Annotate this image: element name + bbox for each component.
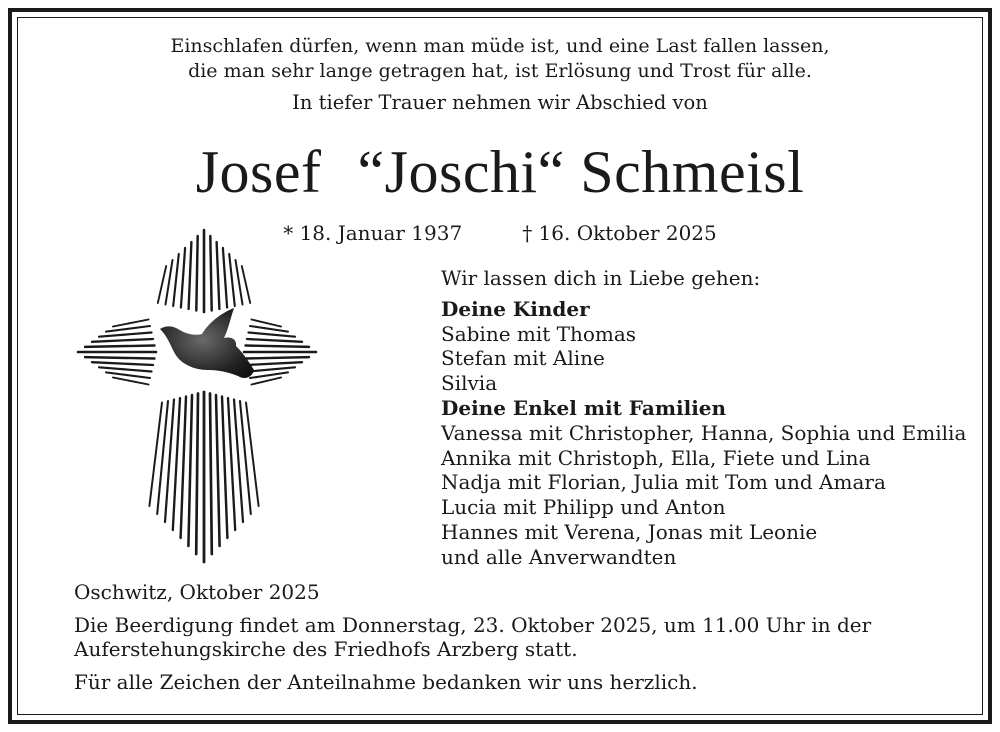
funeral-line-2: Auferstehungskirche des Friedhofs Arzberg statt. [74, 637, 578, 662]
cross-ray [210, 236, 211, 311]
cross-ray [158, 266, 166, 303]
cross-ray [249, 367, 296, 371]
birth-date: * 18. Januar 1937 [283, 221, 463, 245]
dove-shape [160, 308, 254, 378]
cross-ray [247, 339, 302, 342]
cross-ray [189, 242, 192, 309]
cross-ray [85, 357, 155, 358]
thanks-text: Für alle Zeichen der Anteilnahme bedanken wir uns herzlich. [74, 669, 698, 694]
cross-ray [250, 326, 288, 332]
family-list [441, 266, 981, 570]
nickname: “Joschi“ [357, 139, 565, 205]
death-date: † 16. Oktober 2025 [522, 221, 717, 245]
cross-ray [252, 378, 282, 385]
cross-ray [246, 346, 310, 347]
cross-ray [181, 248, 185, 308]
cross-ray [249, 333, 296, 337]
child-line: Silvia [441, 371, 498, 396]
cross-ray [252, 320, 282, 327]
cross-ray [85, 346, 155, 347]
cross-ray [92, 339, 153, 342]
cross-ray [246, 357, 310, 358]
last-name: Schmeisl [580, 139, 805, 205]
cross-ray [228, 398, 235, 530]
motto-line-2: die man sehr lange getragen hat, ist Erlösung und Trost für alle. [188, 60, 812, 82]
cross-ray [92, 362, 153, 365]
place-date: Oschwitz, Oktober 2025 [74, 580, 320, 604]
grandchild-line: Vanessa mit Christopher, Hanna, Sophia und Emilia [441, 420, 967, 445]
cross-ray [188, 395, 192, 546]
cross-with-dove-icon [74, 224, 324, 569]
cross-ray [196, 236, 197, 311]
cross-ray [113, 378, 149, 385]
cross-ray [99, 333, 152, 337]
cross-ray [250, 372, 288, 378]
children-heading: Deine Kinder [441, 296, 590, 321]
grandchildren-heading: Deine Enkel mit Familien [441, 395, 727, 420]
closing-section [74, 580, 974, 694]
grandchild-line: Hannes mit Verena, Jonas mit Leonie [441, 519, 818, 544]
cross-ray [222, 397, 227, 539]
intro-text: In tiefer Trauer nehmen wir Abschied von [292, 91, 708, 114]
cross-ray [223, 248, 227, 308]
cross-ray [196, 394, 198, 555]
child-line: Stefan mit Aline [441, 346, 605, 371]
cross-ray [173, 254, 179, 306]
relatives-line: und alle Anverwandten [441, 544, 677, 569]
deceased-name [0, 132, 1000, 212]
motto-line-1: Einschlafen dürfen, wenn man müde ist, und eine Last fallen lassen, [170, 35, 830, 57]
grandchild-line: Nadja mit Florian, Julia mit Tom und Amara [441, 470, 886, 495]
cross-ray [210, 394, 212, 555]
cross-ray [229, 254, 235, 306]
cross-ray [217, 242, 220, 309]
cross-ray [242, 266, 250, 303]
motto [0, 34, 1000, 84]
cross-ray [173, 398, 180, 530]
cross-ray [99, 367, 152, 371]
grandchild-line: Lucia mit Philipp und Anton [441, 495, 726, 520]
cross-ray [113, 320, 149, 327]
funeral-line-1: Die Beerdigung findet am Donnerstag, 23. Oktober 2025, um 11.00 Uhr in der [74, 612, 872, 637]
cross-ray [247, 362, 302, 365]
child-line: Sabine mit Thomas [441, 321, 637, 346]
grandchild-line: Annika mit Christoph, Ella, Fiete und Lina [441, 445, 871, 470]
cross-ray [216, 395, 220, 546]
family-intro: Wir lassen dich in Liebe gehen: [441, 266, 761, 290]
first-name: Josef [195, 139, 322, 205]
cross-ray [181, 397, 186, 539]
